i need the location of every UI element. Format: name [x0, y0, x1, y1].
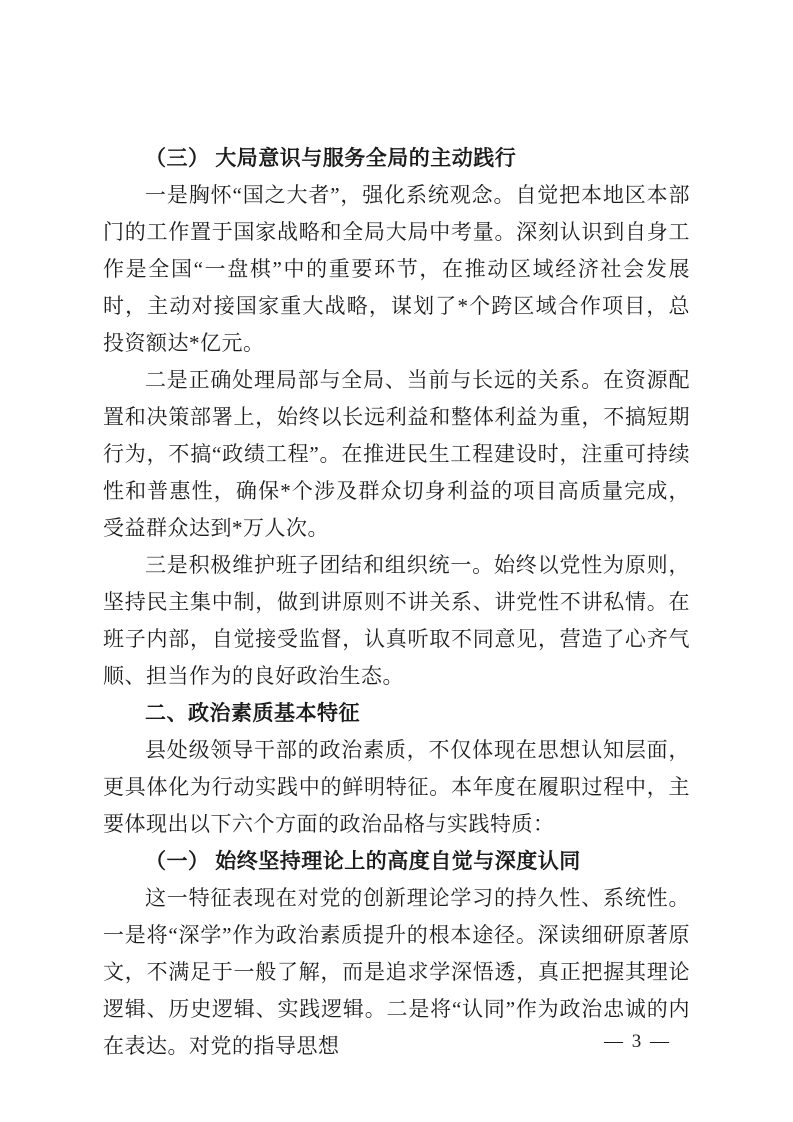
document-body	[103, 140, 690, 1065]
body-paragraph: 三是积极维护班子团结和组织统一。始终以党性为原则，坚持民主集中制，做到讲原则不讲关系、讲党性不讲私情。在班子内部，自觉接受监督，认真听取不同意见，营造了心齐气顺、担当作为的良好政治生态。	[103, 553, 690, 688]
body-paragraph: 这一特征表现在对党的创新理论学习的持久性、系统性。一是将“深学”作为政治素质提升的根本途径。深读细研原著原文，不满足于一般了解，而是追求学深悟透，真正把握其理论逻辑、历史逻辑、实践逻辑。二是将“认同”作为政治忠诚的内在表达。对党的指导思想	[103, 886, 690, 1058]
body-paragraph: 一是胸怀“国之大者”，强化系统观念。自觉把本地区本部门的工作置于国家战略和全局大局中考量。深刻认识到自身工作是全国“一盘棋”中的重要环节，在推动区域经济社会发展时，主动对接国家重大战略，谋划了*个跨区域合作项目，总投资额达*亿元。	[103, 183, 690, 355]
subsection-heading-3: （三） 大局意识与服务全局的主动践行	[145, 146, 517, 170]
page-number: — 3 —	[604, 1031, 671, 1052]
section-heading-2: 二、政治素质基本特征	[145, 701, 360, 725]
body-paragraph: 县处级领导干部的政治素质，不仅体现在思想认知层面，更具体化为行动实践中的鲜明特征。本年度在履职过程中，主要体现出以下六个方面的政治品格与实践特质：	[103, 738, 690, 836]
subsection-heading-1: （一） 始终坚持理论上的高度自觉与深度认同	[145, 849, 581, 873]
body-paragraph: 二是正确处理局部与全局、当前与长远的关系。在资源配置和决策部署上，始终以长远利益和整体利益为重，不搞短期行为，不搞“政绩工程”。在推进民生工程建设时，注重可持续性和普惠性，确保*个涉及群众切身利益的项目高质量完成，受益群众达到*万人次。	[103, 368, 690, 540]
